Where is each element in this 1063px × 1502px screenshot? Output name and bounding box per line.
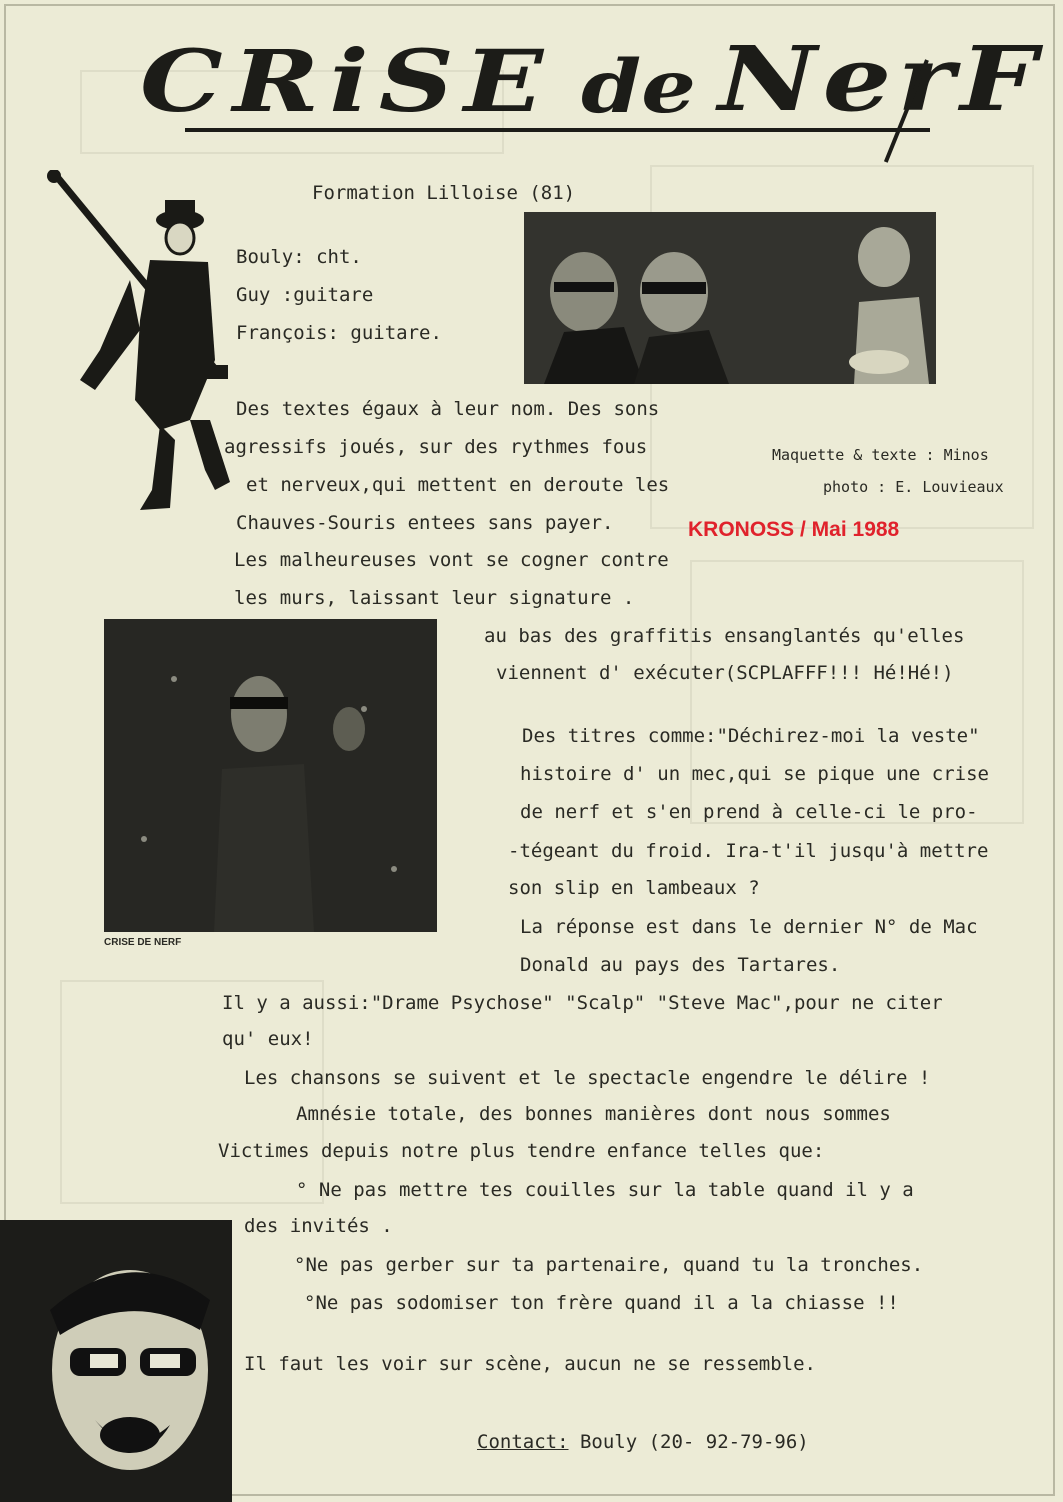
- contact-label: Contact:: [477, 1431, 569, 1453]
- band-photo: [524, 212, 936, 384]
- p3-line-4: Amnésie totale, des bonnes manières dont nous sommes: [296, 1103, 891, 1125]
- p2-line-4: -tégeant du froid. Ira-t'il jusqu'à mettre: [508, 840, 989, 862]
- source-label: KRONOSS / Mai 1988: [688, 518, 900, 541]
- masthead-word-3: NerF: [717, 28, 1043, 132]
- credit-photo: photo : E. Louvieaux: [823, 478, 1004, 496]
- p1-line-4: Chauves-Souris entees sans payer.: [236, 512, 614, 534]
- p1-line-6: les murs, laissant leur signature .: [234, 587, 635, 609]
- p1-line-5: Les malheureuses vont se cogner contre: [234, 549, 669, 571]
- p1-line-3: et nerveux,qui mettent en deroute les: [246, 474, 670, 496]
- p2-line-3: de nerf et s'en prend à celle-ci le pro-: [520, 801, 978, 823]
- p2-line-2: histoire d' un mec,qui se pique une crise: [520, 763, 989, 785]
- p3-line-3: Les chansons se suivent et le spectacle engendre le délire !: [244, 1067, 931, 1089]
- p3-line-9: °Ne pas sodomiser ton frère quand il a la chiasse !!: [304, 1292, 899, 1314]
- portrait-photo: [0, 1220, 232, 1502]
- p1-line-8: viennent d' exécuter(SCPLAFFF!!! Hé!Hé!): [496, 662, 954, 684]
- contact-value: Bouly (20- 92-79-96): [579, 1431, 809, 1453]
- credit-layout-text: Maquette & texte : Minos: [772, 446, 989, 464]
- p3-line-6: ° Ne pas mettre tes couilles sur la table quand il y a: [296, 1179, 914, 1201]
- singer-photo: [104, 619, 437, 932]
- p2-line-1: Des titres comme:"Déchirez-moi la veste": [522, 725, 980, 747]
- formation-subtitle: Formation Lilloise (81): [312, 182, 576, 204]
- p3-line-7: des invités .: [244, 1215, 393, 1237]
- p2-line-6: La réponse est dans le dernier N° de Mac: [520, 916, 978, 938]
- p3-line-2: qu' eux!: [222, 1028, 314, 1050]
- p1-line-1: Des textes égaux à leur nom. Des sons: [236, 398, 660, 420]
- guitarist-illustration: [40, 170, 240, 520]
- p3-line-1: Il y a aussi:"Drame Psychose" "Scalp" "Steve Mac",pour ne citer: [222, 992, 943, 1014]
- lineup-bouly: Bouly: cht.: [236, 246, 362, 268]
- p2-line-7: Donald au pays des Tartares.: [520, 954, 841, 976]
- p1-line-2: agressifs joués, sur des rythmes fous: [224, 436, 648, 458]
- p3-line-10: Il faut les voir sur scène, aucun ne se ressemble.: [244, 1353, 816, 1375]
- lineup-francois: François: guitare.: [236, 322, 442, 344]
- masthead-word-1: CRiSE: [140, 30, 554, 132]
- lineup-guy: Guy :guitare: [236, 284, 374, 306]
- p3-line-8: °Ne pas gerber sur ta partenaire, quand tu la tronches.: [294, 1254, 924, 1276]
- contact-line: [477, 1433, 809, 1452]
- masthead-underline: [185, 128, 930, 132]
- photo-caption: CRISE DE NERF: [104, 937, 182, 948]
- p1-line-7: au bas des graffitis ensanglantés qu'elles: [484, 625, 965, 647]
- p3-line-5: Victimes depuis notre plus tendre enfance telles que:: [218, 1140, 825, 1162]
- p2-line-5: son slip en lambeaux ?: [508, 877, 760, 899]
- masthead-word-2: de: [581, 44, 696, 130]
